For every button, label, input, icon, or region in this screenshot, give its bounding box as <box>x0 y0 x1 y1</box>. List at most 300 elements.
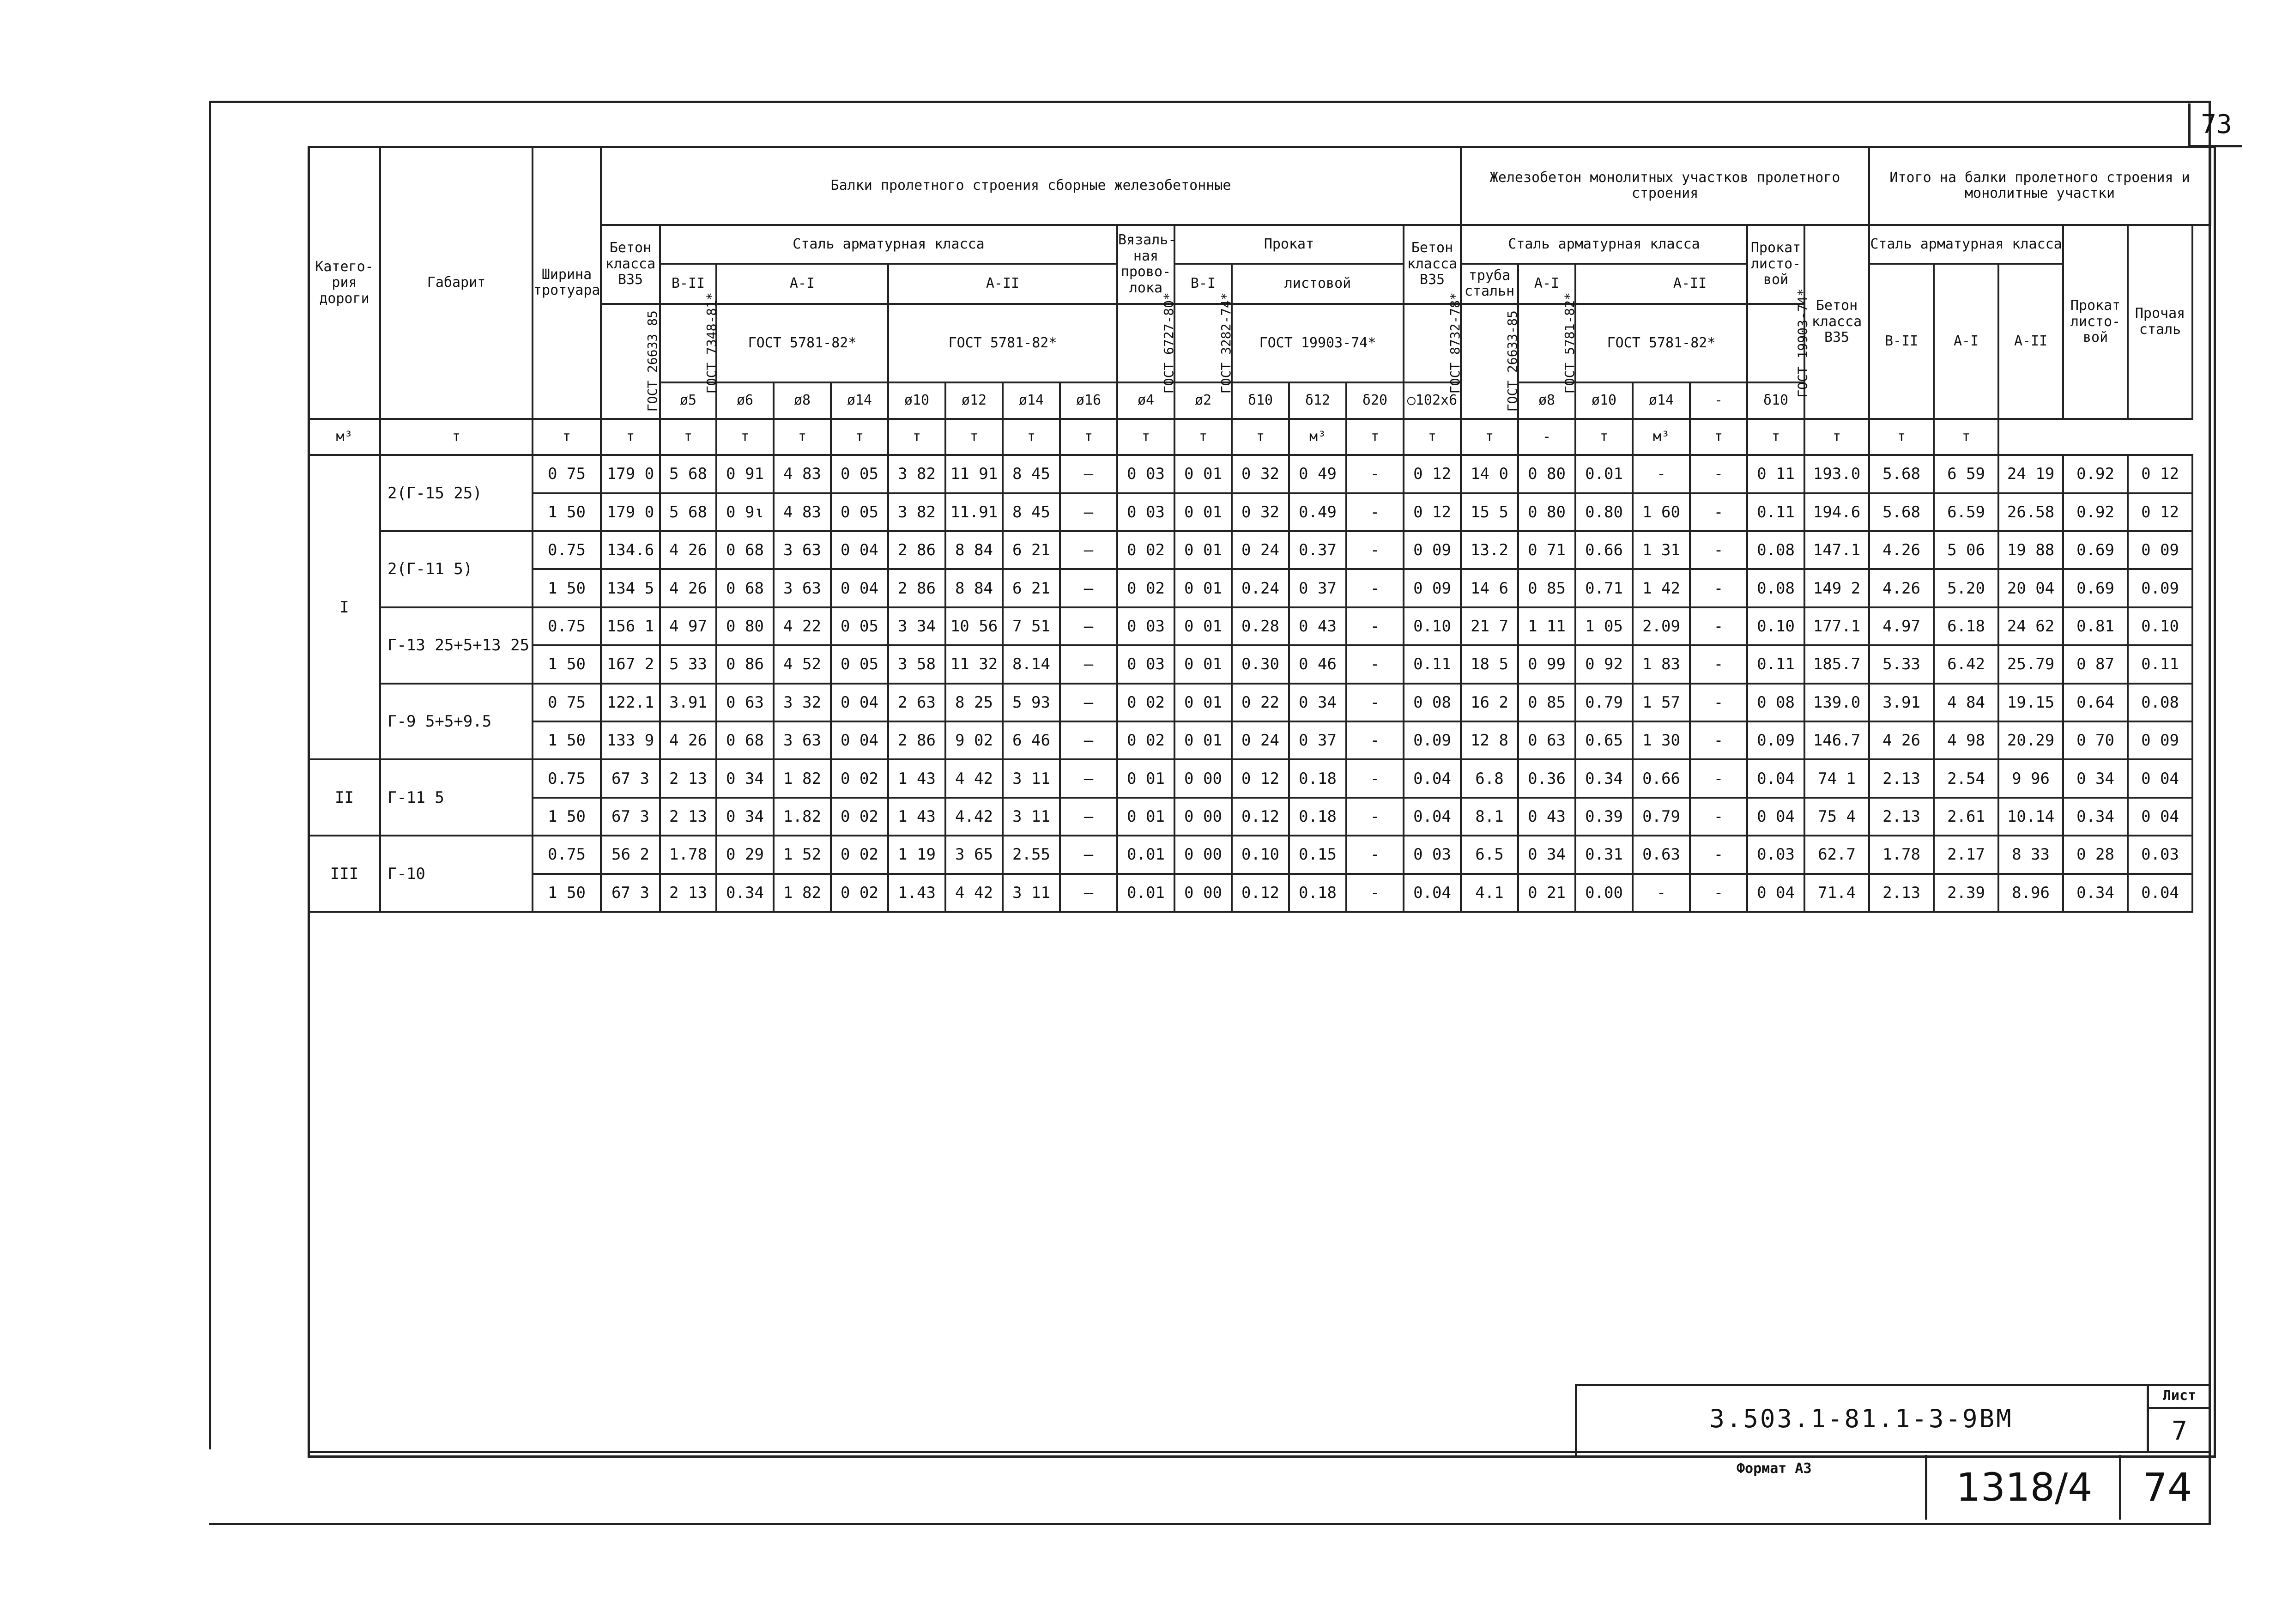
gabarit-cell: Г-13 25+5+13 25 <box>380 607 533 684</box>
value-cell: 0 80 <box>716 607 774 645</box>
value-cell: – <box>1060 684 1117 721</box>
unit-row <box>309 419 2210 455</box>
value-cell: 2 86 <box>888 721 945 759</box>
value-cell: 0 02 <box>831 874 888 912</box>
unit-cell: т <box>1003 419 1060 455</box>
value-cell: 5 68 <box>660 455 716 493</box>
value-cell: 11 32 <box>945 645 1003 683</box>
value-cell: 5.20 <box>1934 569 1998 607</box>
value-cell: 0.15 <box>1289 836 1346 873</box>
table-row <box>309 493 2210 531</box>
value-cell: 0 24 <box>1232 721 1289 759</box>
value-cell: 1.43 <box>888 874 945 912</box>
value-cell: 0 34 <box>716 798 774 836</box>
value-cell: 20 04 <box>1998 569 2063 607</box>
value-cell: - <box>1346 836 1404 873</box>
header-g3-prokat: Прокат листо-вой <box>2063 225 2128 419</box>
value-cell: 25.79 <box>1998 645 2063 683</box>
value-cell: 0.71 <box>1575 569 1633 607</box>
value-cell: 0.10 <box>2128 607 2192 645</box>
value-cell: 1.78 <box>1869 836 1934 873</box>
value-cell: 0 80 <box>1518 493 1575 531</box>
table-row <box>309 836 2210 873</box>
value-cell: – <box>1060 531 1117 569</box>
header-category: Катего-рия дороги <box>309 147 380 419</box>
value-cell: 5.68 <box>1869 493 1934 531</box>
value-cell: 0 12 <box>2128 455 2192 493</box>
value-cell: 4 98 <box>1934 721 1998 759</box>
width-cell: 1 50 <box>533 645 601 683</box>
value-cell: 0 28 <box>2063 836 2128 873</box>
category-cell: III <box>309 836 380 912</box>
value-cell: 167 2 <box>601 645 660 683</box>
value-cell: 0.92 <box>2063 493 2128 531</box>
table-row <box>309 721 2210 759</box>
header-g1-truba: труба стальн <box>1461 264 1518 303</box>
value-cell: 3.91 <box>660 684 716 721</box>
value-cell: 0.34 <box>1575 759 1633 797</box>
value-cell: 0 12 <box>1232 759 1289 797</box>
value-cell: 0.18 <box>1289 874 1346 912</box>
diameter-cell: δ12 <box>1289 382 1346 418</box>
value-cell: 56 2 <box>601 836 660 873</box>
gabarit-cell: 2(Г-11 5) <box>380 531 533 607</box>
value-cell: – <box>1060 607 1117 645</box>
value-cell: - <box>1346 874 1404 912</box>
value-cell: 67 3 <box>601 798 660 836</box>
value-cell: 1 31 <box>1633 531 1690 569</box>
header-width: Ширина тротуара <box>533 147 601 419</box>
value-cell: - <box>1690 645 1747 683</box>
header-gost-wire: ГОСТ 3282-74* <box>1174 304 1232 383</box>
value-cell: 0 32 <box>1232 493 1289 531</box>
diameter-cell: ø10 <box>1575 382 1633 418</box>
value-cell: - <box>1690 531 1747 569</box>
value-cell: 67 3 <box>601 759 660 797</box>
value-cell: 8 84 <box>945 531 1003 569</box>
value-cell: 185.7 <box>1804 645 1869 683</box>
value-cell: 6 59 <box>1934 455 1998 493</box>
value-cell: 0 05 <box>831 455 888 493</box>
value-cell: 0 32 <box>1232 455 1289 493</box>
value-cell: 3 32 <box>774 684 831 721</box>
value-cell: 2 86 <box>888 531 945 569</box>
gabarit-cell: Г-10 <box>380 836 533 912</box>
value-cell: 4 26 <box>660 721 716 759</box>
value-cell: 139.0 <box>1804 684 1869 721</box>
value-cell: 0.64 <box>2063 684 2128 721</box>
unit-cell: м³ <box>1289 419 1346 455</box>
unit-cell: т <box>1174 419 1232 455</box>
header-g2-beton: Бетон класса В35 <box>1404 225 1461 304</box>
value-cell: 9 96 <box>1998 759 2063 797</box>
value-cell: 0 05 <box>831 645 888 683</box>
value-cell: 1 30 <box>1633 721 1690 759</box>
value-cell: 0 04 <box>2128 759 2192 797</box>
value-cell: 0.11 <box>2128 645 2192 683</box>
value-cell: 0 12 <box>1404 455 1461 493</box>
value-cell: 3.91 <box>1869 684 1934 721</box>
value-cell: 2.09 <box>1633 607 1690 645</box>
value-cell: - <box>1690 759 1747 797</box>
value-cell: 0 37 <box>1289 569 1346 607</box>
value-cell: - <box>1690 721 1747 759</box>
value-cell: 0.34 <box>716 874 774 912</box>
width-cell: 0 75 <box>533 455 601 493</box>
value-cell: 0 63 <box>716 684 774 721</box>
value-cell: 0.69 <box>2063 531 2128 569</box>
value-cell: 0.08 <box>1747 531 1804 569</box>
value-cell: 3 58 <box>888 645 945 683</box>
value-cell: – <box>1060 836 1117 873</box>
value-cell: 0 87 <box>2063 645 2128 683</box>
header-gost-truba: ГОСТ 8732-78* <box>1404 304 1461 383</box>
diameter-cell: ø2 <box>1174 382 1232 418</box>
value-cell: 134 5 <box>601 569 660 607</box>
value-cell: 74 1 <box>1804 759 1869 797</box>
value-cell: 0.09 <box>1404 721 1461 759</box>
value-cell: 0 01 <box>1174 684 1232 721</box>
value-cell: 179 0 <box>601 493 660 531</box>
value-cell: - <box>1346 721 1404 759</box>
value-cell: 3 82 <box>888 455 945 493</box>
value-cell: 26.58 <box>1998 493 2063 531</box>
table-body <box>309 455 2210 912</box>
value-cell: 6.42 <box>1934 645 1998 683</box>
diameter-cell: ø6 <box>716 382 774 418</box>
value-cell: 0.24 <box>1232 569 1289 607</box>
value-cell: 0 02 <box>1117 569 1174 607</box>
value-cell: 13.2 <box>1461 531 1518 569</box>
value-cell: 2 86 <box>888 569 945 607</box>
value-cell: 0.34 <box>2063 874 2128 912</box>
width-cell: 1 50 <box>533 493 601 531</box>
value-cell: - <box>1346 531 1404 569</box>
value-cell: 0 68 <box>716 569 774 607</box>
value-cell: 1 83 <box>1633 645 1690 683</box>
value-cell: 0.18 <box>1289 798 1346 836</box>
value-cell: - <box>1690 607 1747 645</box>
value-cell: 8.14 <box>1003 645 1060 683</box>
unit-cell: т <box>1404 419 1461 455</box>
value-cell: 0 04 <box>831 531 888 569</box>
value-cell: 0.69 <box>2063 569 2128 607</box>
value-cell: 0 00 <box>1174 759 1232 797</box>
header-group-total: Итого на балки пролетного строения и монолитные участки <box>1869 147 2210 225</box>
width-cell: 0.75 <box>533 759 601 797</box>
value-cell: 4 42 <box>945 759 1003 797</box>
value-cell: 2 13 <box>660 798 716 836</box>
value-cell: 0 9ι <box>716 493 774 531</box>
unit-cell: т <box>1747 419 1804 455</box>
title-block-bottom-line <box>308 1451 2211 1453</box>
header-gost2-prokat: ГОСТ 19903-74* <box>1747 304 1804 383</box>
value-cell: 133 9 <box>601 721 660 759</box>
value-cell: 0.12 <box>1232 874 1289 912</box>
value-cell: 1.78 <box>660 836 716 873</box>
value-cell: 0 91 <box>716 455 774 493</box>
value-cell: 0 71 <box>1518 531 1575 569</box>
value-cell: 0.34 <box>2063 798 2128 836</box>
gabarit-cell: 2(Г-15 25) <box>380 455 533 531</box>
value-cell: 0.37 <box>1289 531 1346 569</box>
value-cell: 0 99 <box>1518 645 1575 683</box>
value-cell: 0 46 <box>1289 645 1346 683</box>
value-cell: 4 26 <box>660 531 716 569</box>
value-cell: 0 49 <box>1289 455 1346 493</box>
value-cell: 0.04 <box>1747 759 1804 797</box>
value-cell: 6.59 <box>1934 493 1998 531</box>
header-g3-aii: А-II <box>1998 264 2063 419</box>
header-g1-bi: В-I <box>1174 264 1232 303</box>
value-cell: 0.10 <box>1747 607 1804 645</box>
left-margin-line <box>209 101 211 1449</box>
value-cell: - <box>1690 493 1747 531</box>
value-cell: 8 25 <box>945 684 1003 721</box>
value-cell: 2 13 <box>660 759 716 797</box>
diameter-cell: ○102х6 <box>1404 382 1461 418</box>
list-number: 7 <box>2172 1416 2187 1446</box>
unit-cell: т <box>601 419 660 455</box>
header-g3-steel: Сталь арматурная класса <box>1869 225 2063 264</box>
width-cell: 1 50 <box>533 798 601 836</box>
value-cell: 1 57 <box>1633 684 1690 721</box>
value-cell: 0 04 <box>1747 798 1804 836</box>
value-cell: 0 09 <box>2128 531 2192 569</box>
value-cell: 0 68 <box>716 531 774 569</box>
header-g2-prokat: Прокат листо-вой <box>1747 225 1804 304</box>
value-cell: 0 04 <box>831 721 888 759</box>
diameter-cell: ø16 <box>1060 382 1117 418</box>
document-code: 3.503.1-81.1-3-9ВМ <box>1709 1404 2013 1433</box>
value-cell: 0.28 <box>1232 607 1289 645</box>
table-row <box>309 684 2210 721</box>
value-cell: 75 4 <box>1804 798 1869 836</box>
value-cell: 8 45 <box>1003 455 1060 493</box>
value-cell: 0 05 <box>831 607 888 645</box>
value-cell: 24 19 <box>1998 455 2063 493</box>
value-cell: 3 34 <box>888 607 945 645</box>
value-cell: 0 92 <box>1575 645 1633 683</box>
header-g2-ai: А-I <box>1518 264 1575 303</box>
value-cell: 0.04 <box>1404 759 1461 797</box>
value-cell: - <box>1633 874 1690 912</box>
value-cell: 2 63 <box>888 684 945 721</box>
diameter-cell: δ10 <box>1747 382 1804 418</box>
value-cell: 0 63 <box>1518 721 1575 759</box>
unit-cell: т <box>1804 419 1869 455</box>
value-cell: 0 02 <box>831 798 888 836</box>
value-cell: 8 33 <box>1998 836 2063 873</box>
value-cell: – <box>1060 645 1117 683</box>
value-cell: 0.18 <box>1289 759 1346 797</box>
value-cell: 7 51 <box>1003 607 1060 645</box>
width-cell: 0.75 <box>533 607 601 645</box>
value-cell: 0.36 <box>1518 759 1575 797</box>
value-cell: 0 01 <box>1117 798 1174 836</box>
diameter-cell: ø8 <box>774 382 831 418</box>
value-cell: 0 00 <box>1174 874 1232 912</box>
value-cell: 0 68 <box>716 721 774 759</box>
value-cell: 0 02 <box>831 759 888 797</box>
value-cell: 10 56 <box>945 607 1003 645</box>
value-cell: 0 01 <box>1117 759 1174 797</box>
value-cell: 4.42 <box>945 798 1003 836</box>
unit-cell: т <box>888 419 945 455</box>
value-cell: 0 34 <box>716 759 774 797</box>
width-cell: 0.75 <box>533 531 601 569</box>
value-cell: 1 52 <box>774 836 831 873</box>
diameter-cell: ø5 <box>660 382 716 418</box>
value-cell: 0 12 <box>2128 493 2192 531</box>
value-cell: 18 5 <box>1461 645 1518 683</box>
value-cell: 0 01 <box>1174 569 1232 607</box>
page-number-top: 73 <box>2188 103 2242 147</box>
value-cell: - <box>1346 569 1404 607</box>
value-cell: 0.04 <box>2128 874 2192 912</box>
width-cell: 1 50 <box>533 874 601 912</box>
header-g1-listovoy: листовой <box>1232 264 1404 303</box>
value-cell: 8.96 <box>1998 874 2063 912</box>
value-cell: 5 33 <box>660 645 716 683</box>
value-cell: 1.82 <box>774 798 831 836</box>
stamp-number: 1318/4 <box>1925 1455 2121 1520</box>
value-cell: 0 03 <box>1117 645 1174 683</box>
value-cell: 24 62 <box>1998 607 2063 645</box>
header-gost-ai: ГОСТ 5781-82* <box>716 304 888 383</box>
value-cell: 0.81 <box>2063 607 2128 645</box>
value-cell: 4 26 <box>660 569 716 607</box>
value-cell: 0 09 <box>1404 531 1461 569</box>
header-group-beams: Балки пролетного строения сборные железобетонные <box>601 147 1461 225</box>
value-cell: 1 11 <box>1518 607 1575 645</box>
value-cell: 147.1 <box>1804 531 1869 569</box>
width-cell: 1 50 <box>533 721 601 759</box>
value-cell: 0.79 <box>1633 798 1690 836</box>
value-cell: 0.30 <box>1232 645 1289 683</box>
value-cell: 12 8 <box>1461 721 1518 759</box>
value-cell: 177.1 <box>1804 607 1869 645</box>
value-cell: 4 22 <box>774 607 831 645</box>
value-cell: 5 68 <box>660 493 716 531</box>
unit-cell: м³ <box>309 419 380 455</box>
value-cell: 0.66 <box>1633 759 1690 797</box>
value-cell: 2.13 <box>1869 798 1934 836</box>
value-cell: 149 2 <box>1804 569 1869 607</box>
value-cell: 0.01 <box>1575 455 1633 493</box>
value-cell: 8 45 <box>1003 493 1060 531</box>
value-cell: 0 04 <box>1747 874 1804 912</box>
header-g1-prokat: Прокат <box>1174 225 1404 264</box>
value-cell: 8 84 <box>945 569 1003 607</box>
value-cell: 5 93 <box>1003 684 1060 721</box>
header-gabarit: Габарит <box>380 147 533 419</box>
header-gost-list: ГОСТ 19903-74* <box>1232 304 1404 383</box>
value-cell: 0 04 <box>831 684 888 721</box>
table-row <box>309 874 2210 912</box>
unit-cell: т <box>1690 419 1747 455</box>
value-cell: 4 26 <box>1869 721 1934 759</box>
gabarit-cell: Г-11 5 <box>380 759 533 836</box>
value-cell: 0 22 <box>1232 684 1289 721</box>
value-cell: 3 63 <box>774 721 831 759</box>
table-row <box>309 759 2210 797</box>
value-cell: 3 11 <box>1003 759 1060 797</box>
value-cell: 4 42 <box>945 874 1003 912</box>
value-cell: 6 46 <box>1003 721 1060 759</box>
header-gost-bi: ГОСТ 6727-80* <box>1117 304 1174 383</box>
value-cell: 16 2 <box>1461 684 1518 721</box>
value-cell: 2 13 <box>660 874 716 912</box>
header-g3-ai: А-I <box>1934 264 1998 419</box>
value-cell: 14 6 <box>1461 569 1518 607</box>
header-g3-beton: Бетон класса В35 <box>1804 225 1869 419</box>
value-cell: 14 0 <box>1461 455 1518 493</box>
value-cell: 0 34 <box>1289 684 1346 721</box>
value-cell: 0.03 <box>1747 836 1804 873</box>
value-cell: 0 01 <box>1174 531 1232 569</box>
unit-cell: т <box>1060 419 1117 455</box>
value-cell: 134.6 <box>601 531 660 569</box>
header-gost-beton: ГОСТ 26633 85 <box>601 304 660 419</box>
header-gost2-aii: ГОСТ 5781-82* <box>1575 304 1747 383</box>
value-cell: 4 83 <box>774 493 831 531</box>
value-cell: 4 97 <box>660 607 716 645</box>
value-cell: – <box>1060 874 1117 912</box>
diameter-cell: δ20 <box>1346 382 1404 418</box>
value-cell: 4 52 <box>774 645 831 683</box>
value-cell: 4.97 <box>1869 607 1934 645</box>
list-label: Лист <box>2149 1384 2210 1409</box>
value-cell: 4 83 <box>774 455 831 493</box>
value-cell: – <box>1060 759 1117 797</box>
value-cell: 0 12 <box>1404 493 1461 531</box>
unit-cell: т <box>533 419 601 455</box>
value-cell: 71.4 <box>1804 874 1869 912</box>
value-cell: 0 08 <box>1747 684 1804 721</box>
value-cell: 0 85 <box>1518 684 1575 721</box>
value-cell: 0 34 <box>2063 759 2128 797</box>
value-cell: 3 82 <box>888 493 945 531</box>
value-cell: 4 84 <box>1934 684 1998 721</box>
value-cell: 0 80 <box>1518 455 1575 493</box>
value-cell: 0 37 <box>1289 721 1346 759</box>
value-cell: 0.11 <box>1747 493 1804 531</box>
value-cell: 0 02 <box>1117 721 1174 759</box>
unit-cell: т <box>1575 419 1633 455</box>
diameter-cell: ø14 <box>831 382 888 418</box>
value-cell: - <box>1346 607 1404 645</box>
table-row <box>309 645 2210 683</box>
value-cell: 0.79 <box>1575 684 1633 721</box>
value-cell: 4.1 <box>1461 874 1518 912</box>
value-cell: 6.18 <box>1934 607 1998 645</box>
value-cell: 0 01 <box>1174 455 1232 493</box>
table-row <box>309 455 2210 493</box>
value-cell: 0 05 <box>831 493 888 531</box>
value-cell: 0 24 <box>1232 531 1289 569</box>
value-cell: - <box>1346 759 1404 797</box>
value-cell: 1 43 <box>888 798 945 836</box>
diameter-cell: ø14 <box>1633 382 1690 418</box>
value-cell: 2.13 <box>1869 759 1934 797</box>
value-cell: 0.09 <box>2128 569 2192 607</box>
value-cell: 0.31 <box>1575 836 1633 873</box>
diameter-cell: ø12 <box>945 382 1003 418</box>
value-cell: 0 02 <box>831 836 888 873</box>
value-cell: 11.91 <box>945 493 1003 531</box>
header-gost2-ai: ГОСТ 5781-82* <box>1518 304 1575 383</box>
